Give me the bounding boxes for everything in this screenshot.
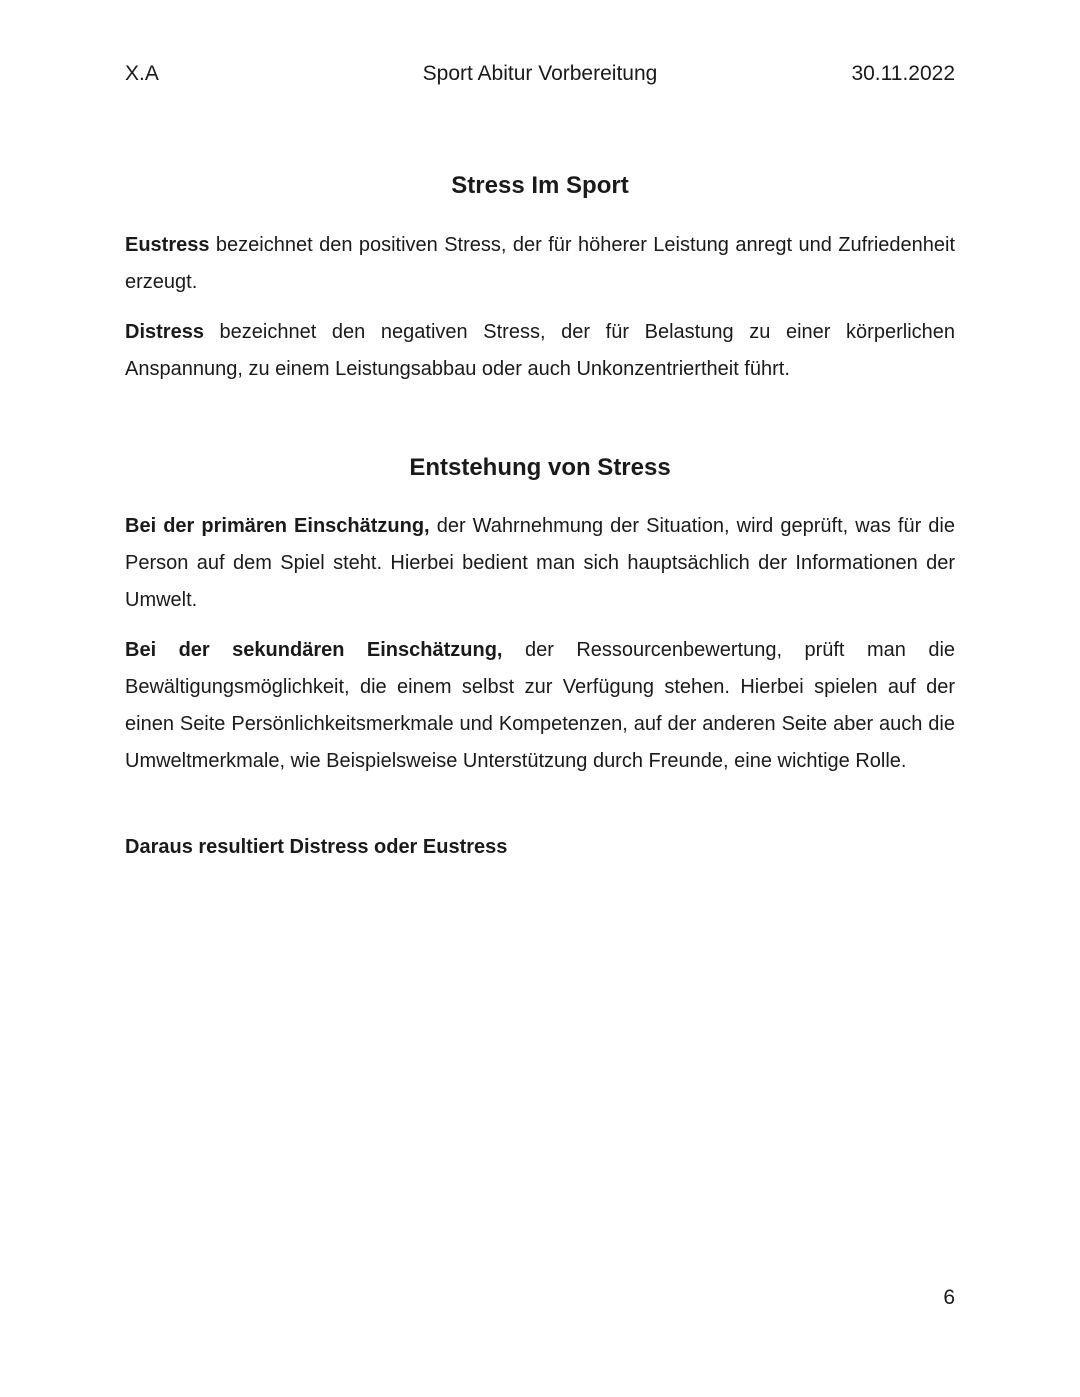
conclusion-text: Daraus resultiert Distress oder Eustress (125, 836, 508, 858)
distress-definition: bezeichnet den negativen Stress, der für Belastung zu einer körperlichen Anspannung, zu einem Leistungsabbau oder auch Unkonzentriertheit führt. (125, 321, 955, 380)
conclusion-paragraph (125, 829, 955, 866)
section-entstehung-von-stress (125, 454, 955, 482)
eustress-definition: bezeichnet den positiven Stress, der für höherer Leistung anregt und Zufriedenheit erzeugt. (125, 234, 955, 293)
primary-appraisal-paragraph (125, 508, 955, 619)
primary-appraisal-term: Bei der primären Einschätzung, (125, 515, 430, 537)
header-title: Sport Abitur Vorbereitung (422, 62, 658, 85)
primary-appraisal-text: der Wahrnehmung der Situation, wird geprüft, was für die Person auf dem Spiel steht. Hierbei bedient man sich hauptsächlich der Informationen der Umwelt. (125, 515, 955, 611)
header-date: 30.11.2022 (851, 62, 955, 85)
secondary-appraisal-paragraph (125, 632, 955, 780)
section-stress-im-sport (125, 172, 955, 200)
secondary-appraisal-term: Bei der sekundären Einschätzung, (125, 639, 503, 661)
page-header (125, 62, 955, 92)
eustress-paragraph (125, 227, 955, 301)
page-number: 6 (943, 1286, 955, 1309)
distress-term: Distress (125, 321, 204, 343)
section-heading: Stress Im Sport (451, 172, 629, 199)
eustress-term: Eustress (125, 234, 210, 256)
header-author: X.A (125, 62, 159, 85)
section-heading: Entstehung von Stress (409, 454, 671, 481)
distress-paragraph (125, 314, 955, 388)
secondary-appraisal-text: der Ressourcenbewertung, prüft man die Bewältigungsmöglichkeit, die einem selbst zur Verfügung stehen. Hierbei spielen auf der einen Seite Persönlichkeitsmerkmale und Kompetenzen, auf der anderen Seite aber auch die Umweltmerkmale, wie Beispielsweise Unterstützung durch Freunde, eine wichtige Rolle. (125, 639, 956, 772)
